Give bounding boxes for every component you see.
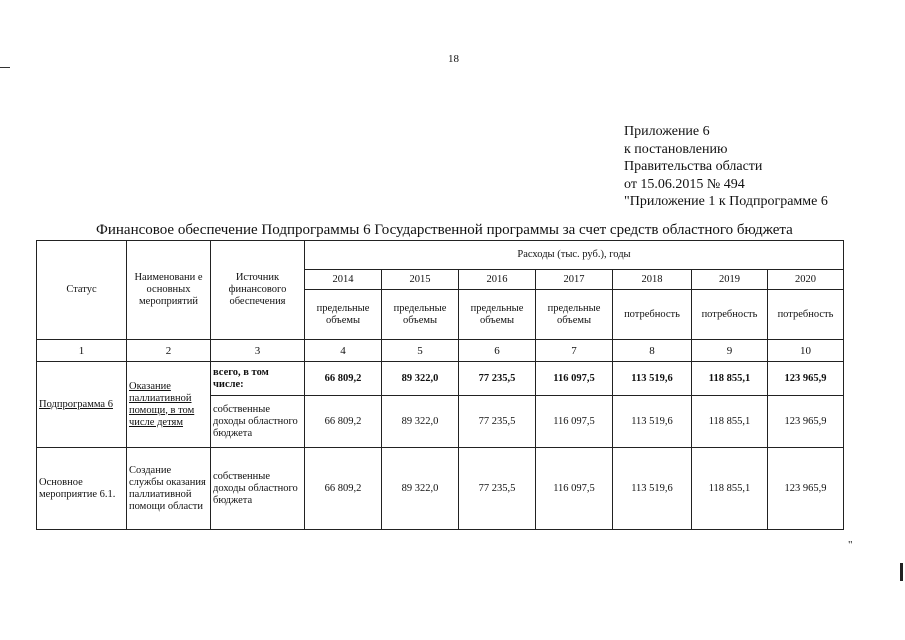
total-value: 118 855,1 bbox=[692, 362, 768, 396]
source-value: 116 097,5 bbox=[536, 396, 613, 448]
total-value: 89 322,0 bbox=[382, 362, 459, 396]
appendix-line: "Приложение 1 к Подпрограмме 6 bbox=[624, 194, 828, 209]
page-number: 18 bbox=[448, 53, 459, 65]
header-status: Статус bbox=[37, 241, 127, 340]
source-label: собственные доходы областного бюджета bbox=[211, 396, 305, 448]
scan-edge-mark bbox=[0, 67, 10, 68]
appendix-block bbox=[624, 123, 828, 211]
header-kind: потребность bbox=[613, 290, 692, 340]
column-number: 7 bbox=[536, 340, 613, 362]
activity-status: Основное мероприятие 6.1. bbox=[37, 448, 127, 530]
header-source: Источник финансового обеспечения bbox=[211, 241, 305, 340]
column-number: 2 bbox=[127, 340, 211, 362]
header-year: 2017 bbox=[536, 270, 613, 290]
column-number: 1 bbox=[37, 340, 127, 362]
closing-quote: " bbox=[848, 539, 853, 551]
activity-value: 113 519,6 bbox=[613, 448, 692, 530]
appendix-line: Правительства области bbox=[624, 159, 763, 174]
column-number: 5 bbox=[382, 340, 459, 362]
appendix-line: Приложение 6 bbox=[624, 124, 710, 139]
header-year: 2020 bbox=[768, 270, 844, 290]
activity-source: собственные доходы областного бюджета bbox=[211, 448, 305, 530]
header-year: 2015 bbox=[382, 270, 459, 290]
activity-value: 77 235,5 bbox=[459, 448, 536, 530]
source-value: 123 965,9 bbox=[768, 396, 844, 448]
source-value: 77 235,5 bbox=[459, 396, 536, 448]
total-value: 66 809,2 bbox=[305, 362, 382, 396]
source-value: 113 519,6 bbox=[613, 396, 692, 448]
total-value: 116 097,5 bbox=[536, 362, 613, 396]
header-activity-name: Наименовани е основных мероприятий bbox=[127, 241, 211, 340]
column-number: 4 bbox=[305, 340, 382, 362]
table-row bbox=[37, 448, 844, 530]
column-number: 3 bbox=[211, 340, 305, 362]
header-kind: потребность bbox=[692, 290, 768, 340]
column-number: 10 bbox=[768, 340, 844, 362]
table-title: Финансовое обеспечение Подпрограммы 6 Государственной программы за счет средств областного бюджета bbox=[96, 222, 793, 238]
activity-name: Создание службы оказания паллиативной помощи области bbox=[127, 448, 211, 530]
header-year: 2016 bbox=[459, 270, 536, 290]
activity-value: 116 097,5 bbox=[536, 448, 613, 530]
header-kind: предельные объемы bbox=[459, 290, 536, 340]
scan-edge-mark bbox=[900, 566, 903, 578]
subprogram-status: Подпрограмма 6 bbox=[37, 362, 127, 448]
table-row bbox=[37, 362, 844, 396]
header-kind: предельные объемы bbox=[305, 290, 382, 340]
total-value: 123 965,9 bbox=[768, 362, 844, 396]
activity-value: 118 855,1 bbox=[692, 448, 768, 530]
source-value: 89 322,0 bbox=[382, 396, 459, 448]
header-expenses: Расходы (тыс. руб.), годы bbox=[305, 241, 844, 270]
appendix-line: от 15.06.2015 № 494 bbox=[624, 176, 745, 192]
column-number: 9 bbox=[692, 340, 768, 362]
total-value: 113 519,6 bbox=[613, 362, 692, 396]
activity-value: 123 965,9 bbox=[768, 448, 844, 530]
appendix-line: к постановлению bbox=[624, 141, 728, 157]
total-label: всего, в том числе: bbox=[211, 362, 305, 396]
header-year: 2019 bbox=[692, 270, 768, 290]
financing-table bbox=[36, 240, 844, 530]
header-year: 2018 bbox=[613, 270, 692, 290]
source-value: 66 809,2 bbox=[305, 396, 382, 448]
column-number: 6 bbox=[459, 340, 536, 362]
header-kind: предельные объемы bbox=[382, 290, 459, 340]
subprogram-name: Оказание паллиативной помощи, в том числе детям bbox=[127, 362, 211, 448]
header-year: 2014 bbox=[305, 270, 382, 290]
activity-value: 66 809,2 bbox=[305, 448, 382, 530]
activity-value: 89 322,0 bbox=[382, 448, 459, 530]
source-value: 118 855,1 bbox=[692, 396, 768, 448]
column-number: 8 bbox=[613, 340, 692, 362]
total-value: 77 235,5 bbox=[459, 362, 536, 396]
header-kind: потребность bbox=[768, 290, 844, 340]
header-kind: предельные объемы bbox=[536, 290, 613, 340]
